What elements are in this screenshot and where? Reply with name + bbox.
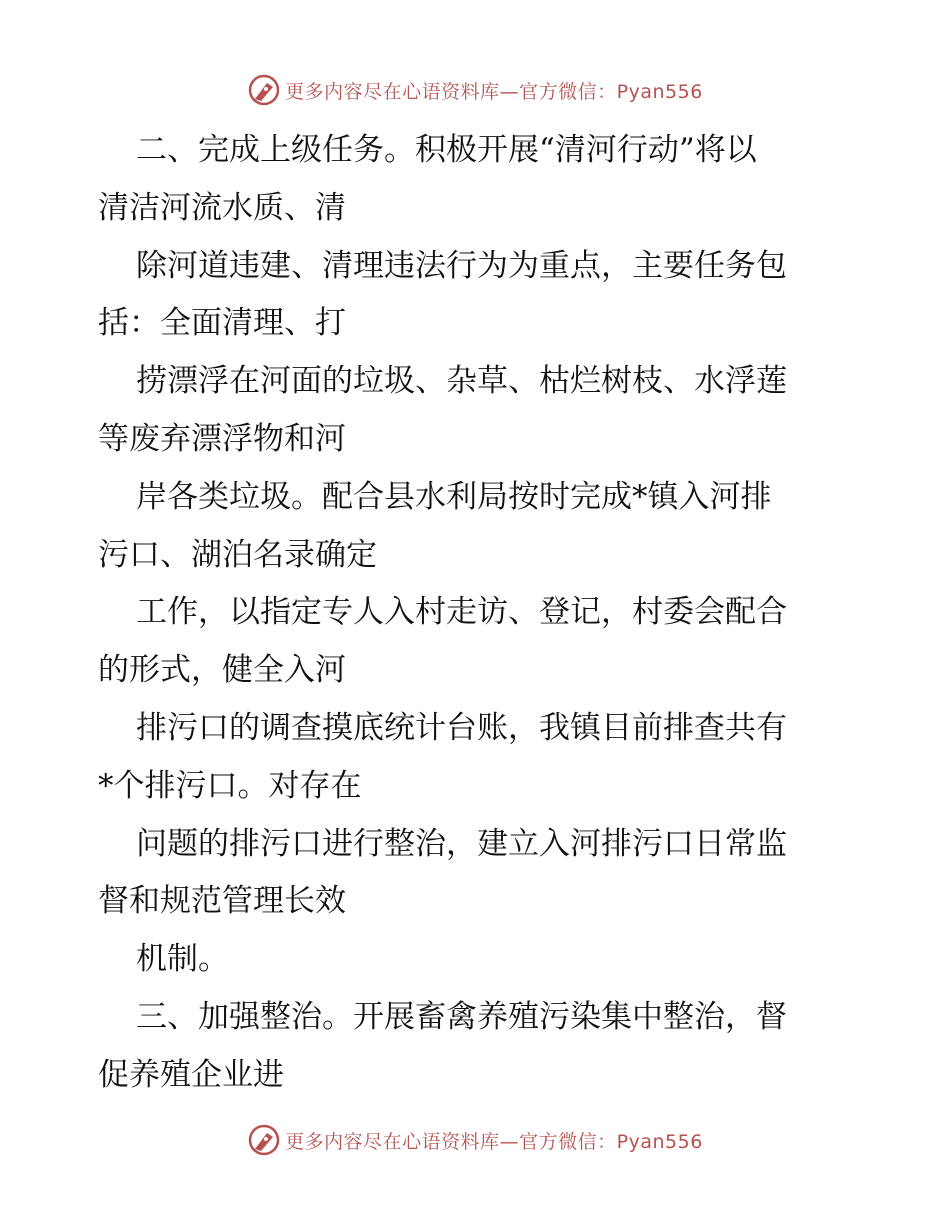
text-line: 清洁河流水质、清	[98, 189, 346, 226]
text-line: 二、完成上级任务。积极开展“清河行动”将以	[136, 132, 757, 168]
text-line: 工作，以指定专人入村走访、登记，村委会配合	[136, 594, 787, 631]
footer-watermark-text: 更多内容尽在心语资料库—官方微信：Pyan556	[285, 1130, 703, 1153]
header-watermark-text: 更多内容尽在心语资料库—官方微信：Pyan556	[285, 80, 703, 103]
text-line: 排污口的调查摸底统计台账，我镇目前排查共有	[136, 709, 787, 746]
text-line: 捞漂浮在河面的垃圾、杂草、枯烂树枝、水浮莲	[136, 363, 787, 400]
text-line: 三、加强整治。开展畜禽养殖污染集中整治，督	[136, 998, 787, 1035]
footer-watermark-banner	[0, 1120, 950, 1160]
text-line: 促养殖企业进	[98, 1056, 284, 1093]
text-line: 督和规范管理长效	[98, 883, 346, 920]
text-line: 问题的排污口进行整治，建立入河排污口日常监	[136, 825, 787, 862]
document-body	[98, 122, 858, 1105]
text-line: 机制。	[136, 941, 229, 978]
pen-nib-logo-icon	[247, 73, 281, 107]
header-watermark-banner	[0, 70, 950, 110]
text-line: 括：全面清理、打	[98, 305, 346, 342]
text-line: 污口、湖泊名录确定	[98, 536, 377, 573]
text-line: *个排污口。对存在	[98, 767, 362, 804]
text-line: 岸各类垃圾。配合县水利局按时完成*镇入河排	[136, 478, 772, 515]
text-line: 的形式，健全入河	[98, 652, 346, 689]
pen-nib-logo-icon	[247, 1123, 281, 1157]
text-line: 等废弃漂浮物和河	[98, 420, 346, 457]
text-line: 除河道违建、清理违法行为为重点，主要任务包	[136, 247, 787, 284]
